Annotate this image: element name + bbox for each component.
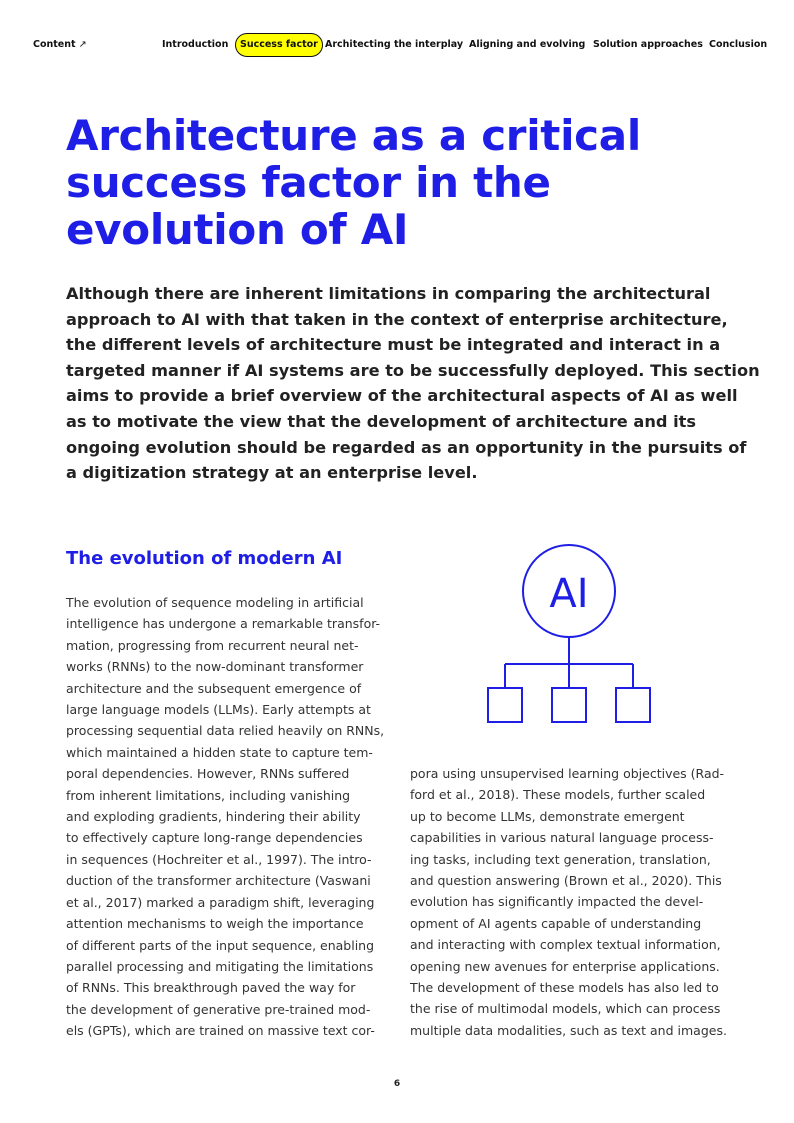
body-text-line: els (GPTs), which are trained on massive text cor- xyxy=(66,1023,375,1039)
body-text-line: The evolution of sequence modeling in artificial xyxy=(66,595,364,610)
arrow-up-right-icon: ↗ xyxy=(78,39,87,50)
body-text-line: attention mechanisms to weigh the importance xyxy=(66,916,364,932)
body-column-left xyxy=(66,592,388,1042)
body-text-line: et al., 2017) marked a paradigm shift, leveraging xyxy=(66,894,375,910)
body-text-line: intelligence has undergone a remarkable transfor- xyxy=(66,616,381,632)
child-node-box xyxy=(552,688,586,722)
nav-architecting-the-interplay[interactable]: Architecting the interplay xyxy=(325,39,464,50)
body-text-line: ford et al., 2018). These models, further scaled xyxy=(410,787,706,803)
body-text-line: ing tasks, including text generation, translation, xyxy=(410,851,711,867)
body-text-line: which maintained a hidden state to capture tem- xyxy=(66,744,373,760)
lead-line: a digitization strategy at an enterprise level. xyxy=(66,463,478,483)
body-text-line: the development of generative pre-trained mod- xyxy=(66,1001,371,1017)
body-text-line: mation, progressing from recurrent neural net- xyxy=(66,637,359,653)
body-text-line: up to become LLMs, demonstrate emergent xyxy=(410,808,685,824)
body-text-line: works (RNNs) to the now-dominant transformer xyxy=(66,659,364,675)
body-text-line: and interacting with complex textual information, xyxy=(410,937,721,953)
title-line: success factor in the xyxy=(66,158,551,207)
body-text-line: capabilities in various natural language process- xyxy=(410,830,714,846)
body-text-line: multiple data modalities, such as text and images. xyxy=(410,1022,727,1038)
nav-success-factor[interactable]: Success factor xyxy=(235,33,323,57)
body-text-line: and question answering (Brown et al., 2020). This xyxy=(410,873,722,889)
body-text-line: of different parts of the input sequence, enabling xyxy=(66,937,375,953)
lead-paragraph xyxy=(66,281,760,486)
body-text-line: opening new avenues for enterprise applications. xyxy=(410,958,720,974)
body-text-line: poral dependencies. However, RNNs suffered xyxy=(66,766,350,782)
nav-solution-approaches[interactable]: Solution approaches xyxy=(593,39,703,50)
body-text-line: architecture and the subsequent emergence of xyxy=(66,680,362,696)
body-text-line: The development of these models has also led to xyxy=(410,980,719,996)
section-heading: The evolution of modern AI xyxy=(66,548,343,569)
body-text-line: the rise of multimodal models, which can process xyxy=(410,1001,721,1017)
title-line: Architecture as a critical xyxy=(66,111,641,160)
body-text-line: opment of AI agents capable of understanding xyxy=(410,915,702,931)
ai-hierarchy-icon xyxy=(478,541,662,727)
lead-line: as to motivate the view that the development of architecture and its xyxy=(66,411,697,431)
body-text-line: parallel processing and mitigating the limitations xyxy=(66,958,374,974)
body-text-line: of RNNs. This breakthrough paved the way for xyxy=(66,980,356,996)
title-line: evolution of AI xyxy=(66,205,409,254)
body-text-line: to effectively capture long-range dependencies xyxy=(66,830,363,846)
nav-conclusion[interactable]: Conclusion xyxy=(709,39,768,50)
ai-graphic-label: AI xyxy=(549,571,589,617)
body-text-line: duction of the transformer architecture (Vaswani xyxy=(66,873,371,889)
body-text-line: processing sequential data relied heavily on RNNs, xyxy=(66,723,385,739)
body-column-right xyxy=(410,763,732,1041)
body-text-line: evolution has significantly impacted the devel- xyxy=(410,894,704,910)
nav-aligning-and-evolving[interactable]: Aligning and evolving xyxy=(469,39,586,50)
page-number: 6 xyxy=(393,1079,401,1089)
child-node-box xyxy=(488,688,522,722)
top-navigation xyxy=(0,33,794,57)
lead-line: ongoing evolution should be regarded as an opportunity in the pursuits of xyxy=(66,437,747,457)
lead-line: Although there are inherent limitations in comparing the architectural xyxy=(66,284,711,303)
body-text-line: and exploding gradients, hindering their ability xyxy=(66,809,361,825)
body-text-line: from inherent limitations, including vanishing xyxy=(66,787,351,803)
body-text-line: large language models (LLMs). Early attempts at xyxy=(66,702,371,718)
lead-line: aims to provide a brief overview of the architectural aspects of AI as well xyxy=(66,386,738,406)
page-title xyxy=(66,112,706,253)
child-node-box xyxy=(616,688,650,722)
body-text-line: pora using unsupervised learning objectives (Rad- xyxy=(410,766,725,781)
lead-line: approach to AI with that taken in the context of enterprise architecture, xyxy=(66,309,728,329)
nav-content-label: Content xyxy=(33,39,76,50)
body-text-line: in sequences (Hochreiter et al., 1997). The intro- xyxy=(66,851,372,867)
lead-line: the different levels of architecture must be integrated and interact in a xyxy=(66,335,721,355)
nav-introduction[interactable]: Introduction xyxy=(162,39,229,50)
nav-content-link[interactable] xyxy=(33,33,87,57)
lead-line: targeted manner if AI systems are to be successfully deployed. This section xyxy=(66,360,760,380)
